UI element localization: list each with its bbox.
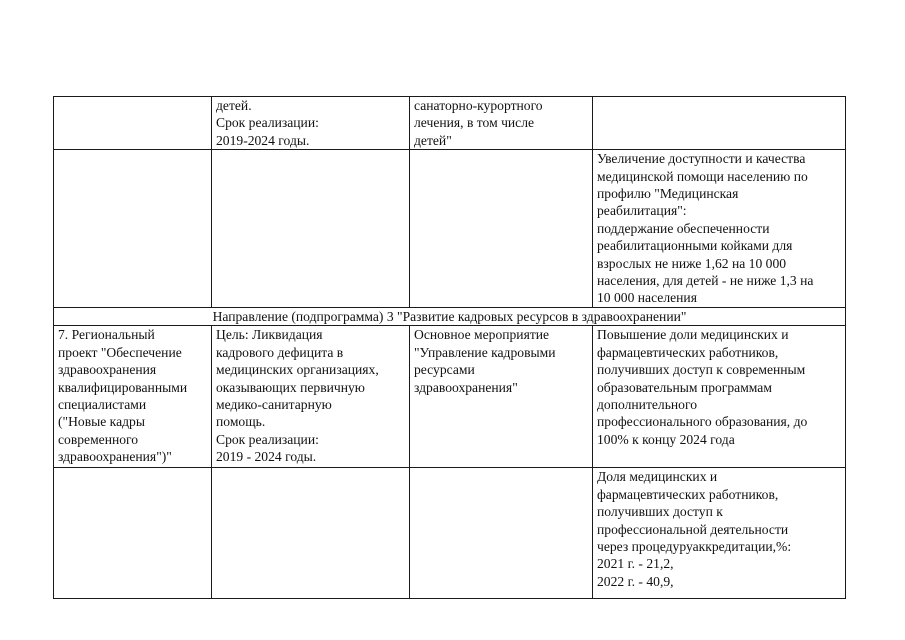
- table-cell: [593, 326, 846, 468]
- table-cell: [212, 326, 410, 468]
- table-cell: [212, 468, 410, 599]
- cell-text: Основное мероприятие "Управление кадровыми ресурсами здравоохранения": [414, 327, 556, 395]
- cell-text: Доля медицинских и фармацевтических работников, получивших доступ к профессиональной деятельности через процедуруаккредитации,%: 2021 г. - 21,2, 2022 г. - 40,9,: [597, 469, 792, 589]
- table-cell: [410, 97, 593, 150]
- cell-text: санаторно-курортного лечения, в том числе детей": [414, 98, 543, 148]
- cell-text: Увеличение доступности и качества медицинской помощи населению по профилю "Медицинская реабилитация": поддержание обеспеченности реабилитационными койками для взрослых не ниже 1,62 на 10 000 населения, для детей - не ниже 1,3 на 10 000 населения: [597, 151, 814, 306]
- table-row: [54, 468, 846, 599]
- cell-text: 7. Региональный проект "Обеспечение здравоохранения квалифицированными специалистами ("Новые кадры современного здравоохранения")": [58, 327, 188, 465]
- document-table: [53, 96, 846, 599]
- table-cell: [593, 97, 846, 150]
- cell-text: Повышение доли медицинских и фармацевтических работников, получивших доступ к современным образовательным программам дополнительного профессионального образования, до 100% к концу 2024 года: [597, 327, 808, 447]
- section-header-cell: [54, 307, 846, 325]
- table-cell: [212, 150, 410, 308]
- table-cell: [410, 150, 593, 308]
- table-cell: [54, 326, 212, 468]
- cell-text: Цель: Ликвидация кадрового дефицита в медицинских организациях, оказывающих первичную медико-санитарную помощь. Срок реализации: 2019 - 2024 годы.: [216, 327, 379, 465]
- section-header-text: Направление (подпрограмма) 3 "Развитие кадровых ресурсов в здравоохранении": [212, 308, 687, 324]
- table-cell: [410, 468, 593, 599]
- table-row: [54, 150, 846, 308]
- table-row: [54, 326, 846, 468]
- table-cell: [212, 97, 410, 150]
- table-cell: [410, 326, 593, 468]
- table-row: [54, 97, 846, 150]
- table-cell: [593, 468, 846, 599]
- cell-text: детей. Срок реализации: 2019-2024 годы.: [216, 98, 319, 148]
- table-cell: [593, 150, 846, 308]
- table-cell: [54, 150, 212, 308]
- table-cell: [54, 97, 212, 150]
- table-cell: [54, 468, 212, 599]
- section-header-row: [54, 307, 846, 325]
